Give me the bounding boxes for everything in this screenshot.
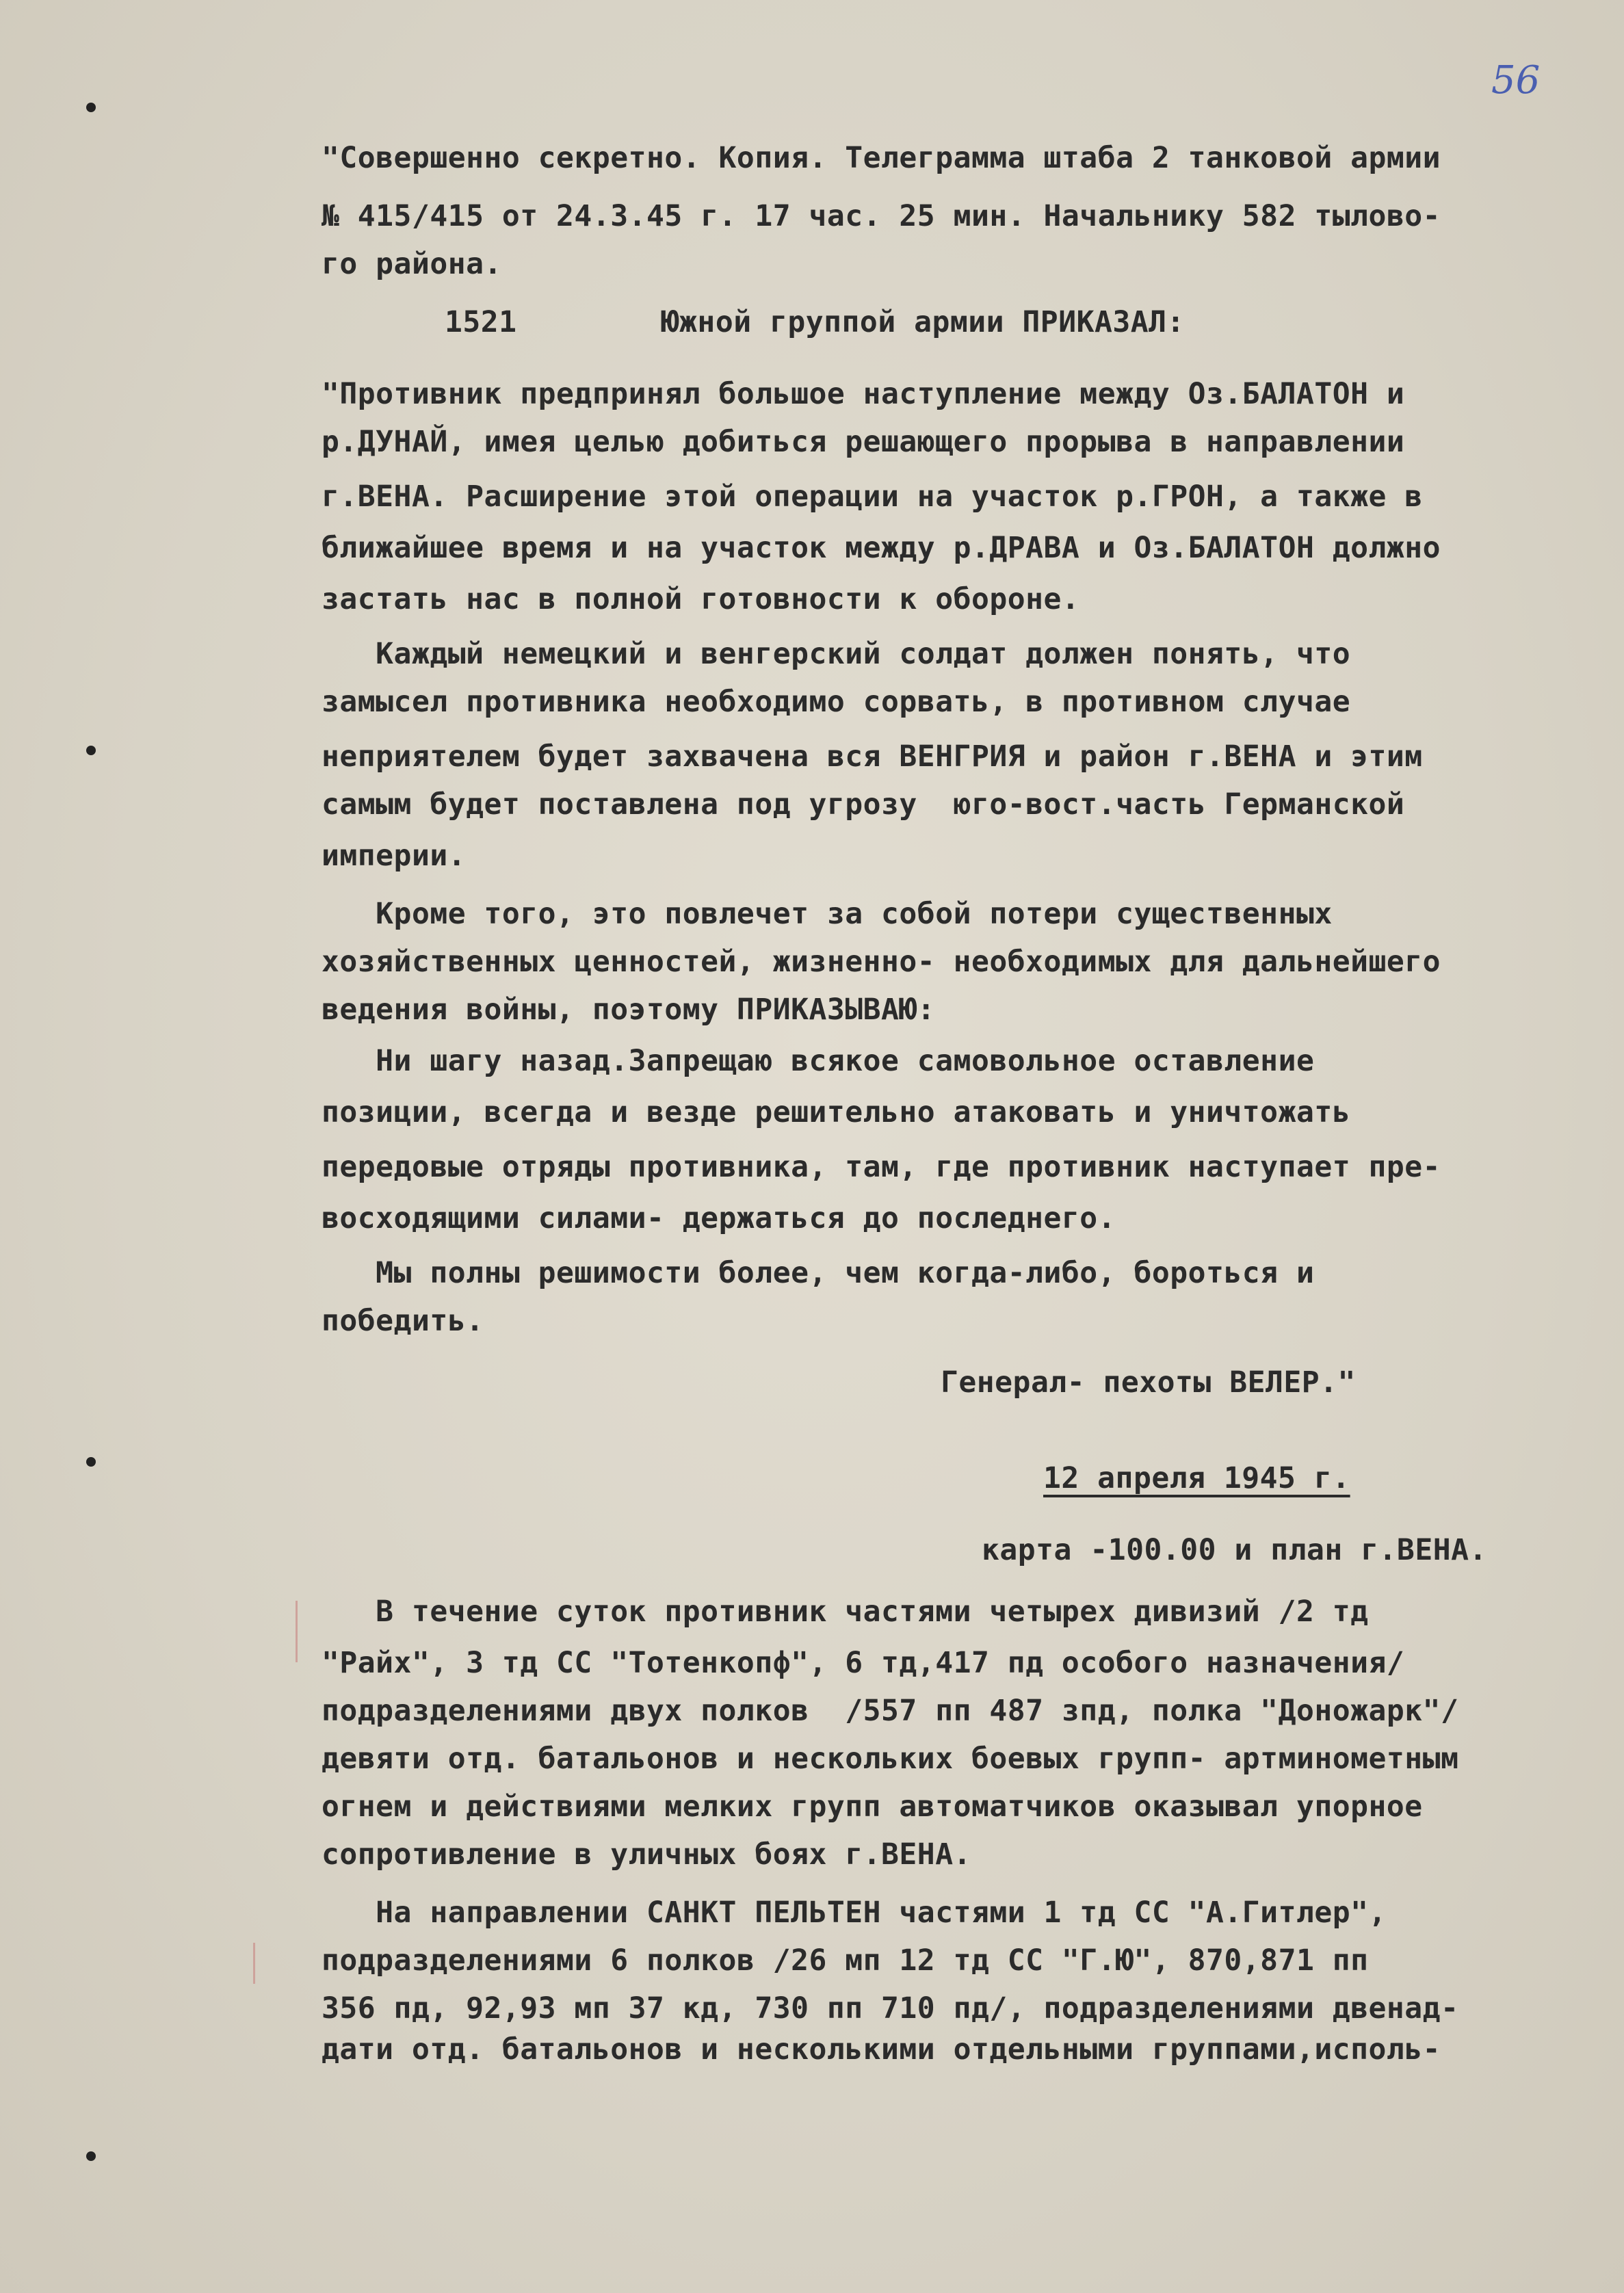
order-text-line: Каждый немецкий и венгерский солдат должен понять, что: [322, 637, 1351, 671]
punch-hole: [86, 2151, 96, 2161]
order-text-line: ведения войны, поэтому ПРИКАЗЫВАЮ:: [322, 993, 936, 1027]
order-line: 1521 Южной группой армии ПРИКАЗАЛ:: [445, 305, 1185, 339]
order-text-line: Ни шагу назад.Запрещаю всякое самовольное оставление: [322, 1044, 1315, 1078]
map-reference: карта -100.00 и план г.ВЕНА.: [982, 1533, 1487, 1567]
report-line: дати отд. батальонов и несколькими отдельными группами,исполь-: [322, 2032, 1441, 2067]
report-line: девяти отд. батальонов и нескольких боевых групп- артминометным: [322, 1742, 1459, 1776]
report-line: На направлении САНКТ ПЕЛЬТЕН частями 1 тд СС "А.Гитлер",: [322, 1896, 1387, 1930]
order-text-line: передовые отряды противника, там, где противник наступает пре-: [322, 1150, 1441, 1184]
order-text-line: Кроме того, это повлечет за собой потери существенных: [322, 897, 1333, 931]
telegram-line: "Совершенно секретно. Копия. Телеграмма штаба 2 танковой армии: [322, 141, 1441, 175]
margin-mark: [296, 1601, 298, 1662]
report-line: "Райх", 3 тд СС "Тотенкопф", 6 тд,417 пд особого назначения/: [322, 1646, 1405, 1680]
order-text-line: самым будет поставлена под угрозу юго-вост.часть Германской: [322, 787, 1405, 822]
order-text-line: позиции, всегда и везде решительно атаковать и уничтожать: [322, 1095, 1351, 1129]
punch-hole: [86, 1457, 96, 1467]
order-text-line: неприятелем будет захвачена вся ВЕНГРИЯ и район г.ВЕНА и этим: [322, 739, 1423, 774]
report-line: В течение суток противник частями четырех дивизий /2 тд: [322, 1595, 1369, 1629]
telegram-line: го района.: [322, 247, 502, 281]
signature: Генерал- пехоты ВЕЛЕР.": [941, 1365, 1356, 1400]
telegram-line: № 415/415 от 24.3.45 г. 17 час. 25 мин. Начальнику 582 тылово-: [322, 199, 1441, 233]
order-text-line: ближайшее время и на участок между р.ДРАВА и Оз.БАЛАТОН должно: [322, 531, 1441, 565]
order-text-line: замысел противника необходимо сорвать, в противном случае: [322, 685, 1351, 719]
order-text-line: застать нас в полной готовности к обороне.: [322, 582, 1080, 616]
report-line: 356 пд, 92,93 мп 37 кд, 730 пп 710 пд/, подразделениями двенад-: [322, 1991, 1459, 2026]
order-text-line: хозяйственных ценностей, жизненно- необходимых для дальнейшего: [322, 945, 1441, 979]
order-text-line: Мы полны решимости более, чем когда-либо, бороться и: [322, 1256, 1315, 1290]
report-line: подразделениями 6 полков /26 мп 12 тд СС "Г.Ю", 870,871 пп: [322, 1943, 1369, 1978]
report-line: подразделениями двух полков /557 пп 487 зпд, полка "Доножарк"/: [322, 1694, 1459, 1728]
order-text-line: г.ВЕНА. Расширение этой операции на участок р.ГРОН, а также в: [322, 480, 1423, 514]
report-line: огнем и действиями мелких групп автоматчиков оказывал упорное: [322, 1790, 1423, 1824]
punch-hole: [86, 746, 96, 755]
entry-date: 12 апреля 1945 г.: [1043, 1461, 1350, 1495]
page-number: 56: [1491, 58, 1541, 103]
order-text-line: "Противник предпринял большое наступление между Оз.БАЛАТОН и: [322, 377, 1405, 411]
report-line: сопротивление в уличных боях г.ВЕНА.: [322, 1837, 971, 1872]
margin-mark: [253, 1943, 255, 1984]
punch-hole: [86, 103, 96, 112]
order-text-line: восходящими силами- держаться до последнего.: [322, 1201, 1116, 1235]
order-text-line: империи.: [322, 839, 467, 873]
order-text-line: победить.: [322, 1304, 484, 1338]
order-text-line: р.ДУНАЙ, имея целью добиться решающего прорыва в направлении: [322, 425, 1405, 459]
